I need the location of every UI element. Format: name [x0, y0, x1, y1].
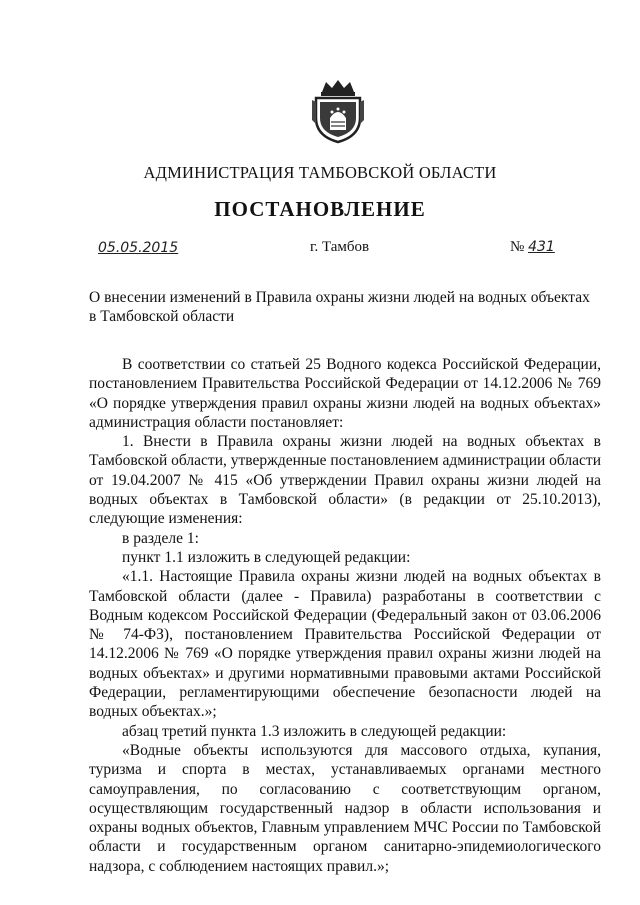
handwritten-date: 05.05.2015 [98, 240, 179, 256]
document-number [510, 239, 555, 256]
paragraph: абзац третий пункта 1.3 изложить в следующей редакции: [122, 722, 507, 740]
paragraph: в разделе 1: [122, 529, 199, 547]
document-subject: О внесении изменений в Правила охраны жизни людей на водных объектах в Тамбовской области [89, 289, 590, 325]
coat-of-arms-icon [308, 78, 368, 144]
organization-name: АДМИНИСТРАЦИЯ ТАМБОВСКОЙ ОБЛАСТИ [143, 163, 497, 182]
document-type-title: ПОСТАНОВЛЕНИЕ [214, 197, 426, 221]
document-body [89, 355, 601, 876]
paragraph: 1. Внести в Правила охраны жизни людей на водных объектах в Тамбовской области, утвержденные постановлением администрации области от 19.04.2007 № 415 «Об утверждении Правил охраны жизни людей на водных объектах в Тамбовской области» (в редакции от 25.10.2013), следующие изменения: [89, 433, 601, 528]
coat-of-arms-emblem-icon [308, 78, 368, 144]
paragraph: «Водные объекты используются для массового отдыха, купания, туризма и спорта в местах, устанавливаемых органами местного самоуправления, по согласованию с соответствующим органом, осуществляющим государственный надзор в области использования и охраны водных объектов, Главным управлением МЧС России по Тамбовской области и государственным органом санитарно-эпидемиологического надзора, с соблюдением настоящих правил.»; [89, 741, 601, 875]
number-prefix: № [510, 239, 525, 255]
paragraph: В соответствии со статьей 25 Водного кодекса Российской Федерации, постановлением Правительства Российской Федерации от 14.12.2006 № 769 «О порядке утверждения правил охраны жизни людей на водных объектах» администрация области постановляет: [89, 356, 601, 431]
handwritten-number: 431 [528, 239, 555, 255]
paragraph: пункт 1.1 изложить в следующей редакции: [122, 548, 411, 566]
paragraph: «1.1. Настоящие Правила охраны жизни людей на водных объектах в Тамбовской области (далее - Правила) разработаны в соответствии с Водным кодексом Российской Федерации (Федеральный закон от 03.06.2006 № 74-ФЗ), постановлением Правительства Российской Федерации от 14.12.2006 № 769 «О порядке утверждения правил охраны жизни людей на водных объектах» и другими нормативными правовыми актами Российской Федерации, регламентирующими обеспечение безопасности людей на водных объектах.»; [89, 568, 601, 721]
city-name: г. Тамбов [310, 239, 370, 255]
